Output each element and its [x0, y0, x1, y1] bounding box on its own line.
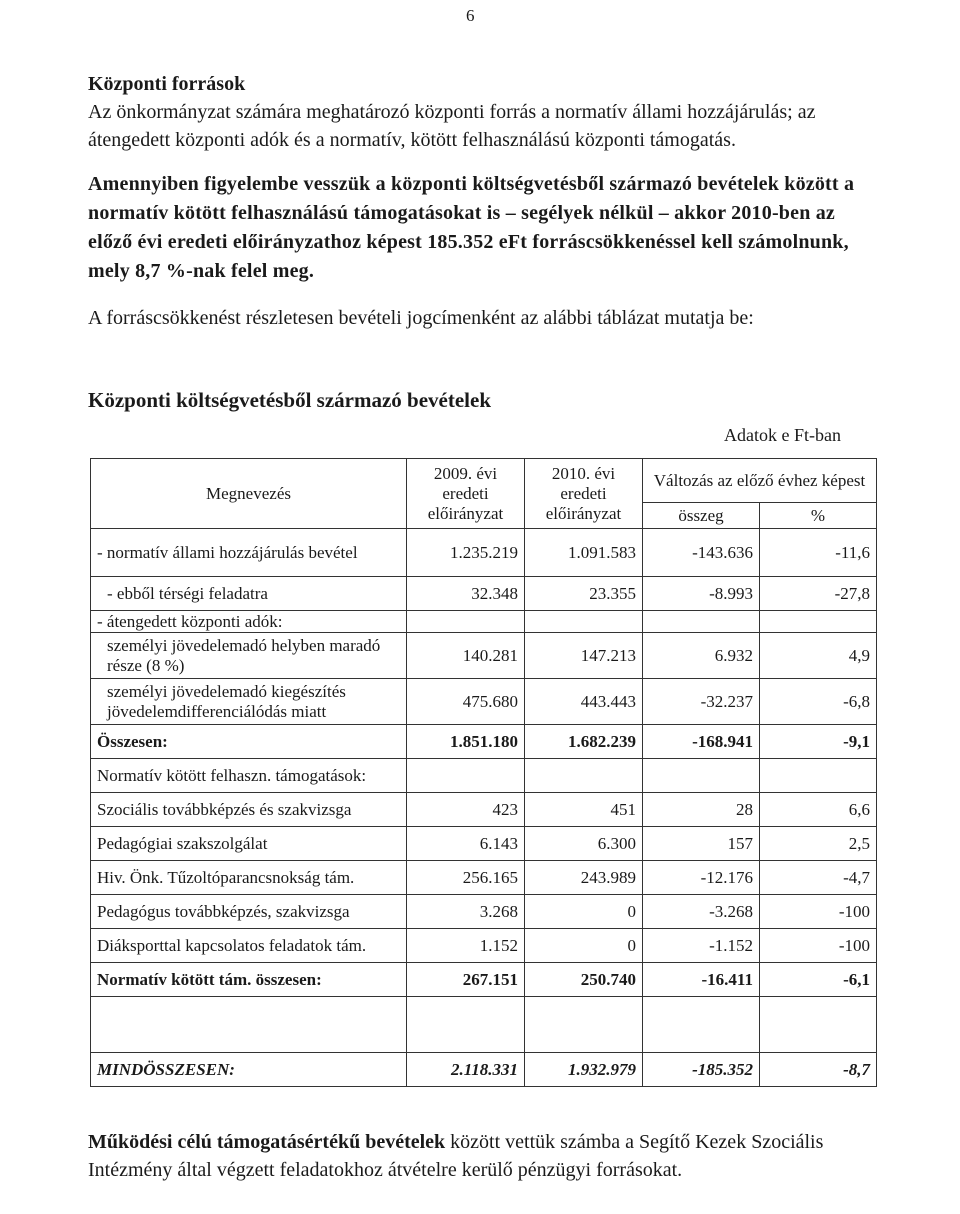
cell-percent: -100	[760, 929, 877, 963]
cell-2010: 1.682.239	[525, 725, 643, 759]
cell-percent: -27,8	[760, 577, 877, 611]
cell-2010: 0	[525, 895, 643, 929]
row-label: Összesen:	[91, 725, 407, 759]
table-row-subtotal	[91, 963, 877, 997]
cell-2010	[525, 759, 643, 793]
table-spacer-row	[91, 997, 877, 1053]
cell-2009: 1.235.219	[407, 529, 525, 577]
row-label: - átengedett központi adók:	[91, 611, 407, 633]
cell-percent: -6,8	[760, 679, 877, 725]
cell-amount	[643, 611, 760, 633]
table-row	[91, 529, 877, 577]
cell-amount: -12.176	[643, 861, 760, 895]
cell-2009: 140.281	[407, 633, 525, 679]
table-row	[91, 929, 877, 963]
emphasis-paragraph: Amennyiben figyelembe vesszük a központi költségvetésből származó bevételek között a normatív kötött felhasználású támogatásokat is – segélyek nélkül – akkor 2010-ben az előző évi eredeti előirányzathoz képest 185.352 eFt forráscsökkenéssel kell számolnunk, mely 8,7 %-nak felel meg.	[88, 173, 855, 282]
section-title: Központi források	[88, 73, 246, 95]
cell-2010	[525, 611, 643, 633]
cell-2009: 475.680	[407, 679, 525, 725]
cell-percent: -11,6	[760, 529, 877, 577]
detail-paragraph: A forráscsökkenést részletesen bevételi jogcímenként az alábbi táblázat mutatja be:	[88, 307, 754, 329]
cell-amount: -168.941	[643, 725, 760, 759]
table-row	[91, 861, 877, 895]
cell-2009	[407, 759, 525, 793]
cell-2010: 243.989	[525, 861, 643, 895]
cell-percent: -4,7	[760, 861, 877, 895]
budget-table	[90, 458, 877, 1087]
row-label: - normatív állami hozzájárulás bevétel	[91, 529, 407, 577]
cell-2010: 147.213	[525, 633, 643, 679]
header-name: Megnevezés	[91, 459, 407, 529]
cell-2010: 6.300	[525, 827, 643, 861]
cell-amount: 6.932	[643, 633, 760, 679]
cell-amount	[643, 759, 760, 793]
row-label: Normatív kötött felhaszn. támogatások:	[91, 759, 407, 793]
cell-amount: -1.152	[643, 929, 760, 963]
header-percent: %	[760, 503, 877, 529]
cell-2010: 443.443	[525, 679, 643, 725]
cell-amount: -3.268	[643, 895, 760, 929]
row-label: Szociális továbbképzés és szakvizsga	[91, 793, 407, 827]
cell-2009: 1.851.180	[407, 725, 525, 759]
table-row	[91, 679, 877, 725]
row-label: - ebből térségi feladatra	[91, 577, 407, 611]
table-row	[91, 759, 877, 793]
row-label: Pedagógiai szakszolgálat	[91, 827, 407, 861]
cell-percent	[760, 611, 877, 633]
cell-2010: 1.932.979	[525, 1053, 643, 1087]
cell-2010: 23.355	[525, 577, 643, 611]
header-2010: 2010. évi eredeti előirányzat	[525, 459, 643, 529]
row-label: Normatív kötött tám. összesen:	[91, 963, 407, 997]
cell-2009: 423	[407, 793, 525, 827]
table-row-grand-total	[91, 1053, 877, 1087]
cell-percent: -6,1	[760, 963, 877, 997]
cell-2009: 267.151	[407, 963, 525, 997]
cell-amount: -185.352	[643, 1053, 760, 1087]
cell-percent: 4,9	[760, 633, 877, 679]
cell-percent: 6,6	[760, 793, 877, 827]
footer-paragraph	[88, 1128, 868, 1184]
cell-2010: 250.740	[525, 963, 643, 997]
cell-2009	[407, 611, 525, 633]
header-2009: 2009. évi eredeti előirányzat	[407, 459, 525, 529]
footer-text: között vettük számba a Segítő Kezek Szociális Intézmény által végzett feladatokhoz átvételre kerülő pénzügyi forrásokat.	[88, 1131, 824, 1181]
page-number: 6	[466, 6, 475, 25]
cell-percent: -100	[760, 895, 877, 929]
cell-2010: 1.091.583	[525, 529, 643, 577]
table-title: Központi költségvetésből származó bevételek	[88, 388, 492, 412]
table-row	[91, 633, 877, 679]
cell-2009: 256.165	[407, 861, 525, 895]
row-label: Diáksporttal kapcsolatos feladatok tám.	[91, 929, 407, 963]
cell-amount: 157	[643, 827, 760, 861]
cell-amount: -32.237	[643, 679, 760, 725]
cell-2010: 0	[525, 929, 643, 963]
cell-2009: 1.152	[407, 929, 525, 963]
cell-amount: -143.636	[643, 529, 760, 577]
cell-2010: 451	[525, 793, 643, 827]
table-row-subtotal	[91, 725, 877, 759]
table-row	[91, 793, 877, 827]
intro-paragraph: Az önkormányzat számára meghatározó központi forrás a normatív állami hozzájárulás; az átengedett központi adók és a normatív, kötött felhasználású központi támogatás.	[88, 101, 816, 151]
unit-note: Adatok e Ft-ban	[724, 425, 841, 445]
table-row	[91, 611, 877, 633]
row-label: MINDÖSSZESEN:	[91, 1053, 407, 1087]
cell-2009: 6.143	[407, 827, 525, 861]
row-label: Hiv. Önk. Tűzoltóparancsnokság tám.	[91, 861, 407, 895]
row-label: Pedagógus továbbképzés, szakvizsga	[91, 895, 407, 929]
cell-percent: -9,1	[760, 725, 877, 759]
cell-percent: 2,5	[760, 827, 877, 861]
row-label: személyi jövedelemadó helyben maradó része (8 %)	[91, 633, 407, 679]
intro-section	[88, 70, 868, 154]
cell-2009: 3.268	[407, 895, 525, 929]
row-label: személyi jövedelemadó kiegészítés jövedelemdifferenciálódás miatt	[91, 679, 407, 725]
header-change: Változás az előző évhez képest	[643, 459, 877, 503]
cell-percent	[760, 759, 877, 793]
cell-amount: -8.993	[643, 577, 760, 611]
footer-bold-phrase: Működési célú támogatásértékű bevételek	[88, 1131, 446, 1153]
table-row	[91, 827, 877, 861]
cell-2009: 32.348	[407, 577, 525, 611]
header-amount: összeg	[643, 503, 760, 529]
table-row	[91, 577, 877, 611]
cell-amount: -16.411	[643, 963, 760, 997]
table-row	[91, 895, 877, 929]
cell-2009: 2.118.331	[407, 1053, 525, 1087]
cell-percent: -8,7	[760, 1053, 877, 1087]
cell-amount: 28	[643, 793, 760, 827]
